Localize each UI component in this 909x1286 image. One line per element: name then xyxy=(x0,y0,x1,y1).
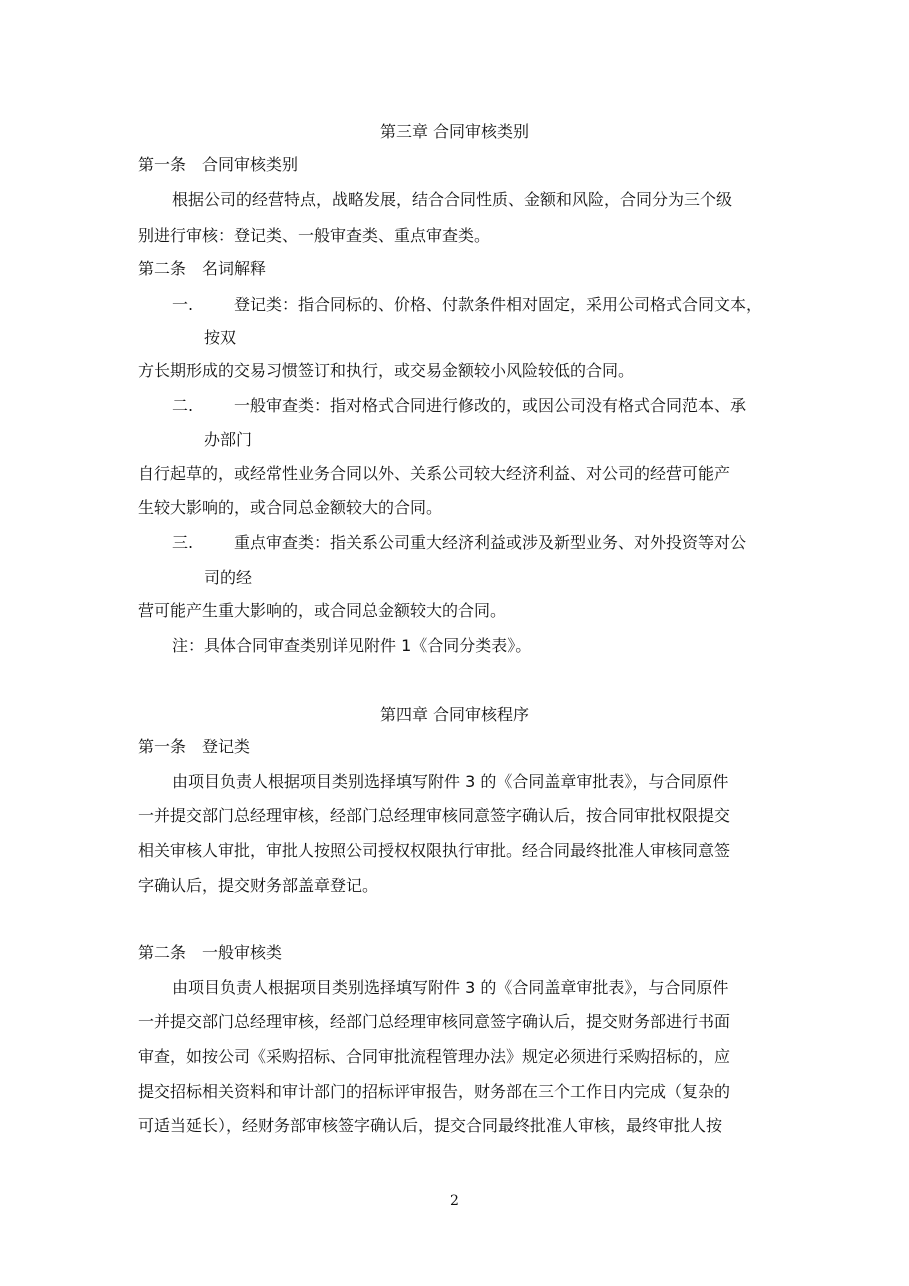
list-item-number: 一. xyxy=(172,295,194,314)
list-item-text: 一般审查类：指对格式合同进行修改的，或因公司没有格式合同范本、承 xyxy=(234,396,747,415)
chapter-3-title: 第三章 合同审核类别 xyxy=(379,122,530,141)
article-heading: 第一条 登记类 xyxy=(138,737,251,756)
paragraph-line: 根据公司的经营特点，战略发展，结合合同性质、金额和风险，合同分为三个级 xyxy=(172,190,733,209)
paragraph-line: 可适当延长），经财务部审核签字确认后，提交合同最终批准人审核，最终审批人按 xyxy=(138,1116,723,1135)
paragraph-line: 别进行审核：登记类、一般审查类、重点审查类。 xyxy=(138,226,491,245)
list-item-text: 办部门 xyxy=(204,430,253,449)
paragraph-line: 字确认后，提交财务部盖章登记。 xyxy=(138,876,379,895)
list-item-text: 重点审查类：指关系公司重大经济利益或涉及新型业务、对外投资等对公 xyxy=(234,533,747,552)
paragraph-line: 一并提交部门总经理审核，经部门总经理审核同意签字确认后，按合同审批权限提交 xyxy=(138,806,731,825)
paragraph-line: 由项目负责人根据项目类别选择填写附件 3 的《合同盖章审批表》，与合同原件 xyxy=(172,772,729,791)
list-item-number: 二. xyxy=(172,396,194,415)
paragraph-line: 生较大影响的，或合同总金额较大的合同。 xyxy=(138,498,443,517)
list-item-number: 三. xyxy=(172,533,194,552)
article-heading: 第二条 一般审核类 xyxy=(138,943,283,962)
paragraph-line: 一并提交部门总经理审核，经部门总经理审核同意签字确认后，提交财务部进行书面 xyxy=(138,1012,731,1031)
paragraph-line: 自行起草的，或经常性业务合同以外、关系公司较大经济利益、对公司的经营可能产 xyxy=(138,464,731,483)
page-number: 2 xyxy=(450,1193,459,1209)
paragraph-line: 营可能产生重大影响的，或合同总金额较大的合同。 xyxy=(138,601,507,620)
list-item-text: 司的经 xyxy=(204,568,253,587)
chapter-4-title: 第四章 合同审核程序 xyxy=(379,705,530,724)
paragraph-line: 相关审核人审批，审批人按照公司授权权限执行审批。经合同最终批准人审核同意签 xyxy=(138,841,731,860)
list-item-text: 登记类：指合同标的、价格、付款条件相对固定，采用公司格式合同文本， xyxy=(234,295,763,314)
paragraph-line: 审查，如按公司《采购招标、合同审批流程管理办法》规定必须进行采购招标的，应 xyxy=(138,1047,731,1066)
paragraph-line: 由项目负责人根据项目类别选择填写附件 3 的《合同盖章审批表》，与合同原件 xyxy=(172,978,729,997)
paragraph-line: 方长期形成的交易习惯签订和执行，或交易金额较小风险较低的合同。 xyxy=(138,361,635,380)
article-heading: 第二条 名词解释 xyxy=(138,259,267,278)
note-line: 注：具体合同审查类别详见附件 1《合同分类表》。 xyxy=(172,636,532,655)
list-item-text: 按双 xyxy=(204,328,237,347)
paragraph-line: 提交招标相关资料和审计部门的招标评审报告，财务部在三个工作日内完成（复杂的 xyxy=(138,1082,731,1101)
article-heading: 第一条 合同审核类别 xyxy=(138,155,299,174)
